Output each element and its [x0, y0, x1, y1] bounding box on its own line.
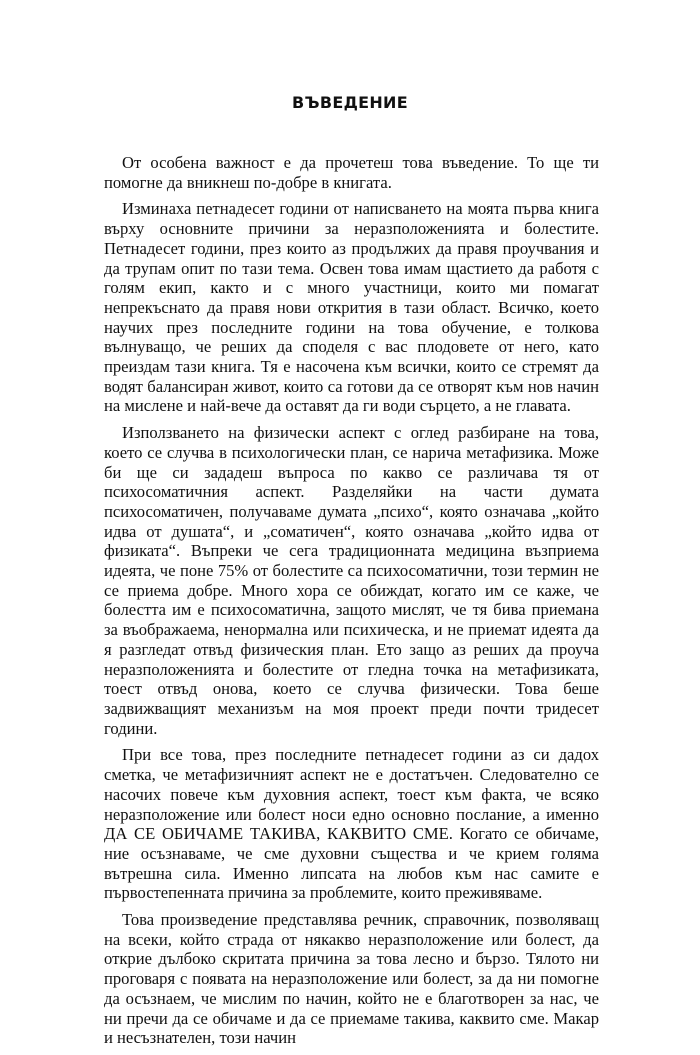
paragraph-1: От особена важност е да прочетеш това въведение. То ще ти помогне да вникнеш по-добре в книгата. — [104, 153, 599, 192]
paragraph-2: Изминаха петнадесет години от написването на моята първа книга върху основните причини за неразположенията и болестите. Петнадесет години, през които аз продължих да правя проучвания и да трупам опит по тази тема. Освен това имам щастието да работя с голям екип, както и с много участници, които ми помагат непрекъснато да правя нови открития в тази област. Всичко, което научих през последните години на това обучение, е толкова вълнуващо, че реших да споделя с вас плодовете от него, като преиздам тази книга. Тя е насочена към всички, които се стремят да водят балансиран живот, които са готови да се отворят към нов начин на мислене и най-вече да оставят да ги води сърцето, а не главата. — [104, 199, 599, 416]
chapter-title: ВЪВЕДЕНИЕ — [292, 93, 408, 112]
chapter-body — [104, 153, 599, 1055]
paragraph-4: При все това, през последните петнадесет години аз си дадох сметка, че метафизичният аспект не е достатъчен. Следователно се насочих повече към духовния аспект, тоест към факта, че всяко неразположение или болест носи едно основно послание, а именно ДА СЕ ОБИЧАМЕ ТАКИВА, КАКВИТО СМЕ. Когато се обичаме, ние осъзнаваме, че сме духовни същества и че крием голяма вътрешна сила. Именно липсата на любов към нас самите е първостепенната причина за проблемите, които преживяваме. — [104, 745, 599, 903]
paragraph-5: Това произведение представлява речник, справочник, позволяващ на всеки, който страда от някакво неразположение или болест, да открие дълбоко скритата причина за това лесно и бързо. Тялото ни проговаря с появата на неразположение или болест, за да ни помогне да осъзнаем, че мислим по начин, който не е благотворен за нас, че ни пречи да се обичаме и да се приемаме такива, каквито сме. Макар и несъзнателен, този начин — [104, 910, 599, 1048]
paragraph-3: Използването на физически аспект с оглед разбиране на това, което се случва в психологически план, се нарича метафизика. Може би ще си зададеш въпроса по какво се различава тя от психосоматичния аспект. Разделяйки на части думата психосоматичен, получаваме думата „психо“, която означава „който идва от душата“, и „соматичен“, която означава „който идва от физиката“. Въпреки че сега традиционната медицина възприема идеята, че поне 75% от болестите са психосоматични, този термин не се приема добре. Много хора се обиждат, когато им се каже, че болестта им е психосоматична, защото мислят, че тя бива приемана за въображаема, ненормална или психическа, и не приемат идеята да я разгледат отвъд физическия план. Ето защо аз реших да проуча неразположенията и болестите от гледна точка на метафизиката, тоест отвъд онова, което се случва физически. Това беше задвижващият механизъм на моя проект преди почти тридесет години. — [104, 423, 599, 738]
